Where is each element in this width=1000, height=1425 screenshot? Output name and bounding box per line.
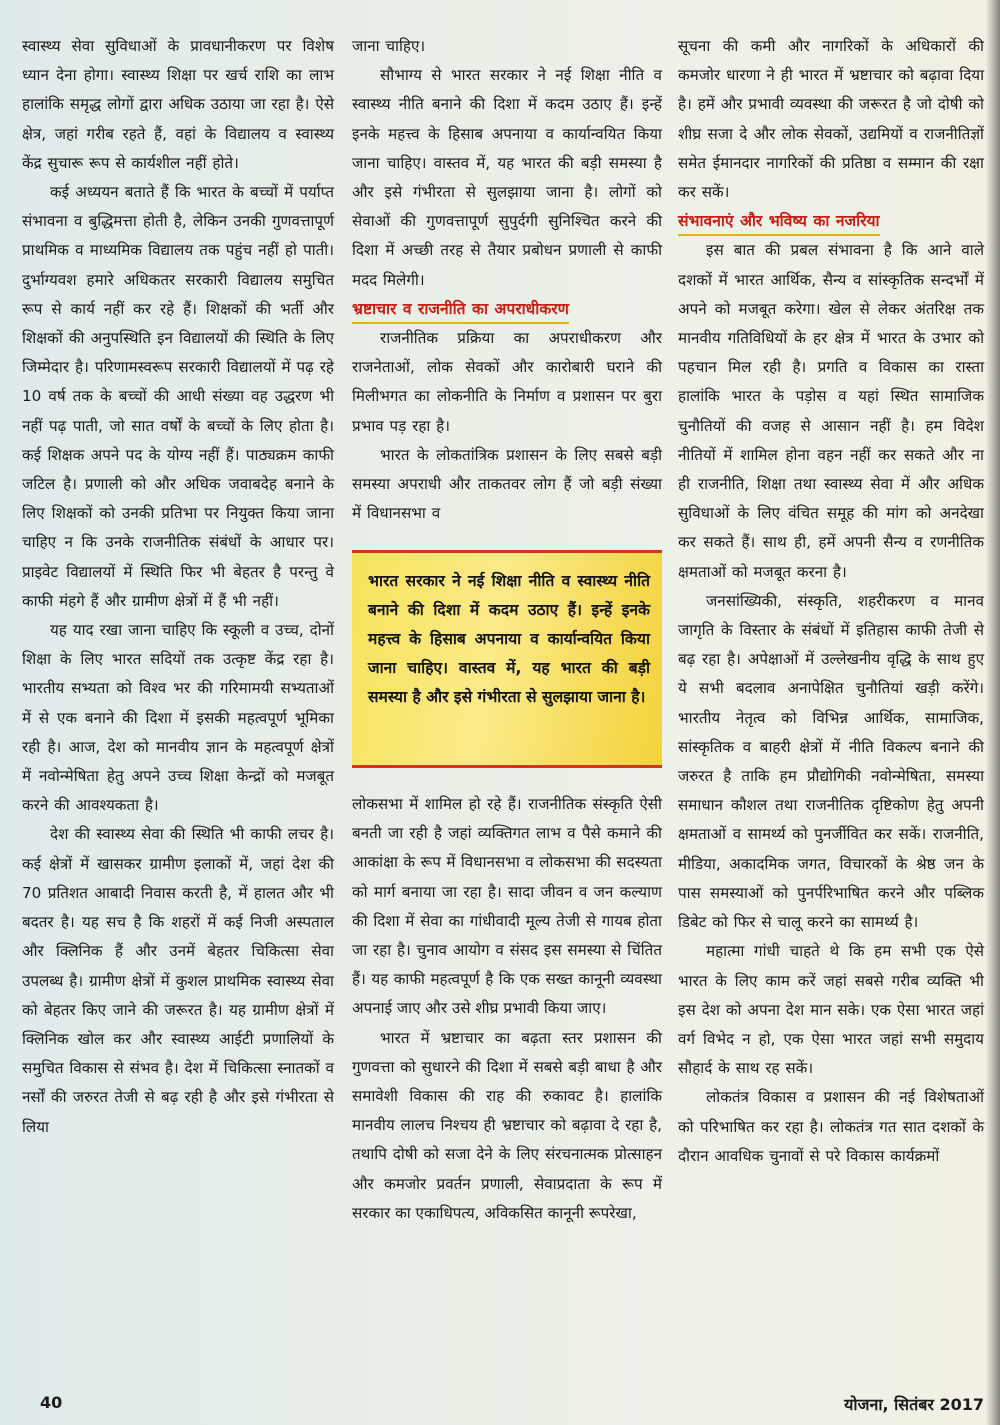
paragraph: स्वास्थ्य सेवा सुविधाओं के प्रावधानीकरण पर विशेष ध्यान देना होगा। स्वास्थ्य शिक्षा पर खर्च राशि का लाभ हालांकि समृद्ध लोगों द्वारा अधिक उठाया जा रहा है। ऐसे क्षेत्र, जहां गरीब रहते हैं, वहां के विद्यालय व स्वास्थ्य केंद्र सुचारू रूप से कार्यशील नहीं होते। bbox=[22, 37, 334, 172]
section-heading-wrap bbox=[678, 207, 984, 236]
pull-quote-box bbox=[352, 550, 662, 768]
paragraph: जनसांख्यिकी, संस्कृति, शहरीकरण व मानव जागृति के विस्तार के संबंधों में इतिहास काफी तेजी से बढ़ रहा है। अपेक्षाओं में उल्लेखनीय वृद्धि के साथ हुए ये सभी बदलाव अनापेक्षित चुनौतियां खड़ी करेंगे। भारतीय नेतृत्व को विभिन्न आर्थिक, सामाजिक, सांस्कृतिक व बाहरी क्षेत्रों में नीति विकल्प बनाने की जरुरत है ताकि हम प्रौद्योगिकी नवोन्मेषिता, समस्या समाधान कौशल तथा राजनीतिक दृष्टिकोण हेतु अपनी क्षमताओं व सामर्थ्य को पुनर्जीवित कर सकें। राजनीति, मीडिया, अकादमिक जगत, विचारकों के श्रेष्ठ जन के पास समस्याओं को पुनर्परिभाषित करने और पब्लिक डिबेट को फिर से चालू करने का सामर्थ्य है। bbox=[678, 591, 984, 932]
paragraph: महात्मा गांधी चाहते थे कि हम सभी एक ऐसे भारत के लिए काम करें जहां सबसे गरीब व्यक्ति भी इस देश को अपना देश मान सके। एक ऐसा भारत जहां वर्ग विभेद न हो, एक ऐसा भारत जहां सभी समुदाय सौहार्द के साथ रह सकें। bbox=[678, 942, 984, 1078]
paragraph: सूचना की कमी और नागरिकों के अधिकारों की कमजोर धारणा ने ही भारत में भ्रष्टाचार को बढ़ावा दिया है। हमें और प्रभावी व्यवस्था की जरूरत है जो दोषी को शीघ्र सजा दे और लोक सेवकों, उद्यमियों व राजनीतिज्ञों समेत ईमानदार नागरिकों की प्रतिष्ठा व सम्मान की रक्षा कर सकें। bbox=[678, 37, 984, 202]
column-2 bbox=[352, 32, 662, 528]
column-3 bbox=[678, 32, 984, 1171]
paragraph: लोकतंत्र विकास व प्रशासन की नई विशेषताओं को परिभाषित कर रहा है। लोकतंत्र गत सात दशकों के दौरान आवधिक चुनावों से परे विकास कार्यक्रमों bbox=[678, 1088, 984, 1165]
column-2-continued bbox=[352, 790, 662, 1228]
paragraph: इस बात की प्रबल संभावना है कि आने वाले दशकों में भारत आर्थिक, सैन्य व सांस्कृतिक सन्दर्भों में अपने को मजबूत करेगा। खेल से लेकर अंतरिक्ष तक मानवीय गतिविधियों के हर क्षेत्र में भारत के उभार को पहचान मिल रही है। प्रगति व विकास का रास्ता हालांकि भारत के पड़ोस व यहां स्थित सामाजिक चुनौतियों की वजह से आसान नहीं है। हम विदेश नीतियों में शामिल होना वहन नहीं कर सकते और ना ही राजनीति, शिक्षा तथा स्वास्थ्य सेवा में और अधिक सुविधाओं के लिए वंचित समूह की मांग को अनदेखा कर सकते हैं। साथ ही, हमें अपनी सैन्य व रणनीतिक क्षमताओं को मजबूत करना है। bbox=[678, 241, 984, 581]
column-1 bbox=[22, 32, 334, 1142]
paragraph: कई अध्ययन बताते हैं कि भारत के बच्चों में पर्याप्त संभावना व बुद्धिमत्ता होती है, लेकिन उनकी गुणवत्तापूर्ण प्राथमिक व माध्यमिक विद्यालय तक पहुंच नहीं हो पाती। दुर्भाग्यवश हमारे अधिकतर सरकारी विद्यालय समुचित रूप से कार्य नहीं कर रहे हैं। शिक्षकों की भर्ती और शिक्षकों की अनुपस्थिति इन विद्यालयों की स्थिति के लिए जिम्मेदार है। परिणामस्वरूप सरकारी विद्यालयों में पढ़ रहे 10 वर्ष तक के बच्चों की आधी संख्या वह उद्धरण भी नहीं पढ़ पाती, जो सात वर्षों के बच्चों के लिए होता है। कई शिक्षक अपने पद के योग्य नहीं हैं। पाठ्यक्रम काफी जटिल है। प्रणाली को और अधिक जवाबदेह बनाने के लिए शिक्षकों को उनकी प्रतिभा पर नियुक्त किया जाना चाहिए न कि उनके राजनीतिक संबंधों के आधार पर। प्राइवेट विद्यालयों में स्थिति फिर भी बेहतर है परन्तु वे काफी मंहगे हैं और ग्रामीण क्षेत्रों में हैं भी नहीं। bbox=[22, 183, 334, 610]
section-heading-wrap bbox=[352, 295, 662, 324]
page-number: 40 bbox=[40, 1393, 63, 1412]
pull-quote-text: भारत सरकार ने नई शिक्षा नीति व स्वास्थ्य नीति बनाने की दिशा में कदम उठाए हैं। इन्हें इनके महत्त्व के हिसाब अपनाया व कार्यान्वयित किया जाना चाहिए। वास्तव में, यह भारत की बड़ी समस्या है और इसे गंभीरता से सुलझाया जाना है। bbox=[368, 572, 650, 706]
binding-shadow bbox=[986, 0, 1000, 1425]
section-heading: भ्रष्टाचार व राजनीति का अपराधीकरण bbox=[352, 296, 569, 324]
section-heading: संभावनाएं और भविष्य का नजरिया bbox=[678, 208, 880, 236]
journal-footer: योजना, सितंबर 2017 bbox=[844, 1395, 984, 1414]
paragraph: भारत में भ्रष्टाचार का बढ़ता स्तर प्रशासन की गुणवत्ता को सुधारने की दिशा में सबसे बड़ी बाधा है और समावेशी विकास की राह की रुकावट है। हालांकि मानवीय लालच निश्चय ही भ्रष्टाचार को बढ़ावा दे रहा है, तथापि दोषी को सजा देने के लिए संरचनात्मक प्रोत्साहन और कमजोर प्रवर्तन प्रणाली, सेवाप्रदाता के रूप में सरकार का एकाधिपत्य, अविकसित कानूनी रूपरेखा, bbox=[352, 1028, 662, 1222]
paragraph: देश की स्वास्थ्य सेवा की स्थिति भी काफी लचर है। कई क्षेत्रों में खासकर ग्रामीण इलाकों में, जहां देश की 70 प्रतिशत आबादी निवास करती है, में हालत और भी बदतर है। यह सच है कि शहरों में कई निजी अस्पताल और क्लिनिक हैं और उनमें बेहतर चिकित्सा सेवा उपलब्ध है। ग्रामीण क्षेत्रों में कुशल प्राथमिक स्वास्थ्य सेवा को बेहतर किए जाने की जरूरत है। यह ग्रामीण क्षेत्रों में क्लिनिक खोल कर और स्वास्थ्य आईटी प्रणालियों के समुचित विकास से संभव है। देश में चिकित्सा स्नातकों व नर्सों की जरुरत तेजी से बढ़ रही है और इसे गंभीरता से लिया bbox=[22, 825, 334, 1136]
paragraph: राजनीतिक प्रक्रिया का अपराधीकरण और राजनेताओं, लोक सेवकों और कारोबारी घराने की मिलीभगत का लोकनीति के निर्माण व प्रशासन पर बुरा प्रभाव पड़ रहा है। bbox=[352, 329, 662, 435]
paragraph: यह याद रखा जाना चाहिए कि स्कूली व उच्च, दोनों शिक्षा के लिए भारत सदियों तक उत्कृष्ट केंद्र रहा है। भारतीय सभ्यता को विश्व भर की गरिमामयी सभ्यताओं में से एक बनाने की दिशा में इसकी महत्वपूर्ण भूमिका रही है। आज, देश को मानवीय ज्ञान के महत्वपूर्ण क्षेत्रों में नवोन्मेषिता हेतु अपने उच्च शिक्षा केन्द्रों को मजबूत करने की आवश्यकता है। bbox=[22, 621, 334, 815]
paragraph: जाना चाहिए। bbox=[352, 37, 426, 55]
paragraph: लोकसभा में शामिल हो रहे हैं। राजनीतिक संस्कृति ऐसी बनती जा रही है जहां व्यक्तिगत लाभ व पैसे कमाने की आकांक्षा के रूप में विधानसभा व लोकसभा की सदस्यता को मार्ग बनाया जा रहा है। सादा जीवन व जन कल्याण की दिशा में सेवा का गांधीवादी मूल्य तेजी से गायब होता जा रहा है। चुनाव आयोग व संसद इस समस्या से चिंतित हैं। यह काफी महत्वपूर्ण है कि एक सख्त कानूनी व्यवस्था अपनाई जाए और उसे शीघ्र प्रभावी किया जाए। bbox=[352, 795, 662, 1018]
paragraph: सौभाग्य से भारत सरकार ने नई शिक्षा नीति व स्वास्थ्य नीति बनाने की दिशा में कदम उठाए हैं। इन्हें इनके महत्त्व के हिसाब अपनाया व कार्यान्वयित किया जाना चाहिए। वास्तव में, यह भारत की बड़ी समस्या है और इसे गंभीरता से सुलझाया जाना है। लोगों को सेवाओं की गुणवत्तापूर्ण सुपुर्दगी सुनिश्चित करने की दिशा में अच्छी तरह से तैयार प्रबोधन प्रणाली से काफी मदद मिलेगी। bbox=[352, 66, 662, 289]
paragraph: भारत के लोकतांत्रिक प्रशासन के लिए सबसे बड़ी समस्या अपराधी और ताकतवर लोग हैं जो बड़ी संख्या में विधानसभा व bbox=[352, 445, 662, 523]
